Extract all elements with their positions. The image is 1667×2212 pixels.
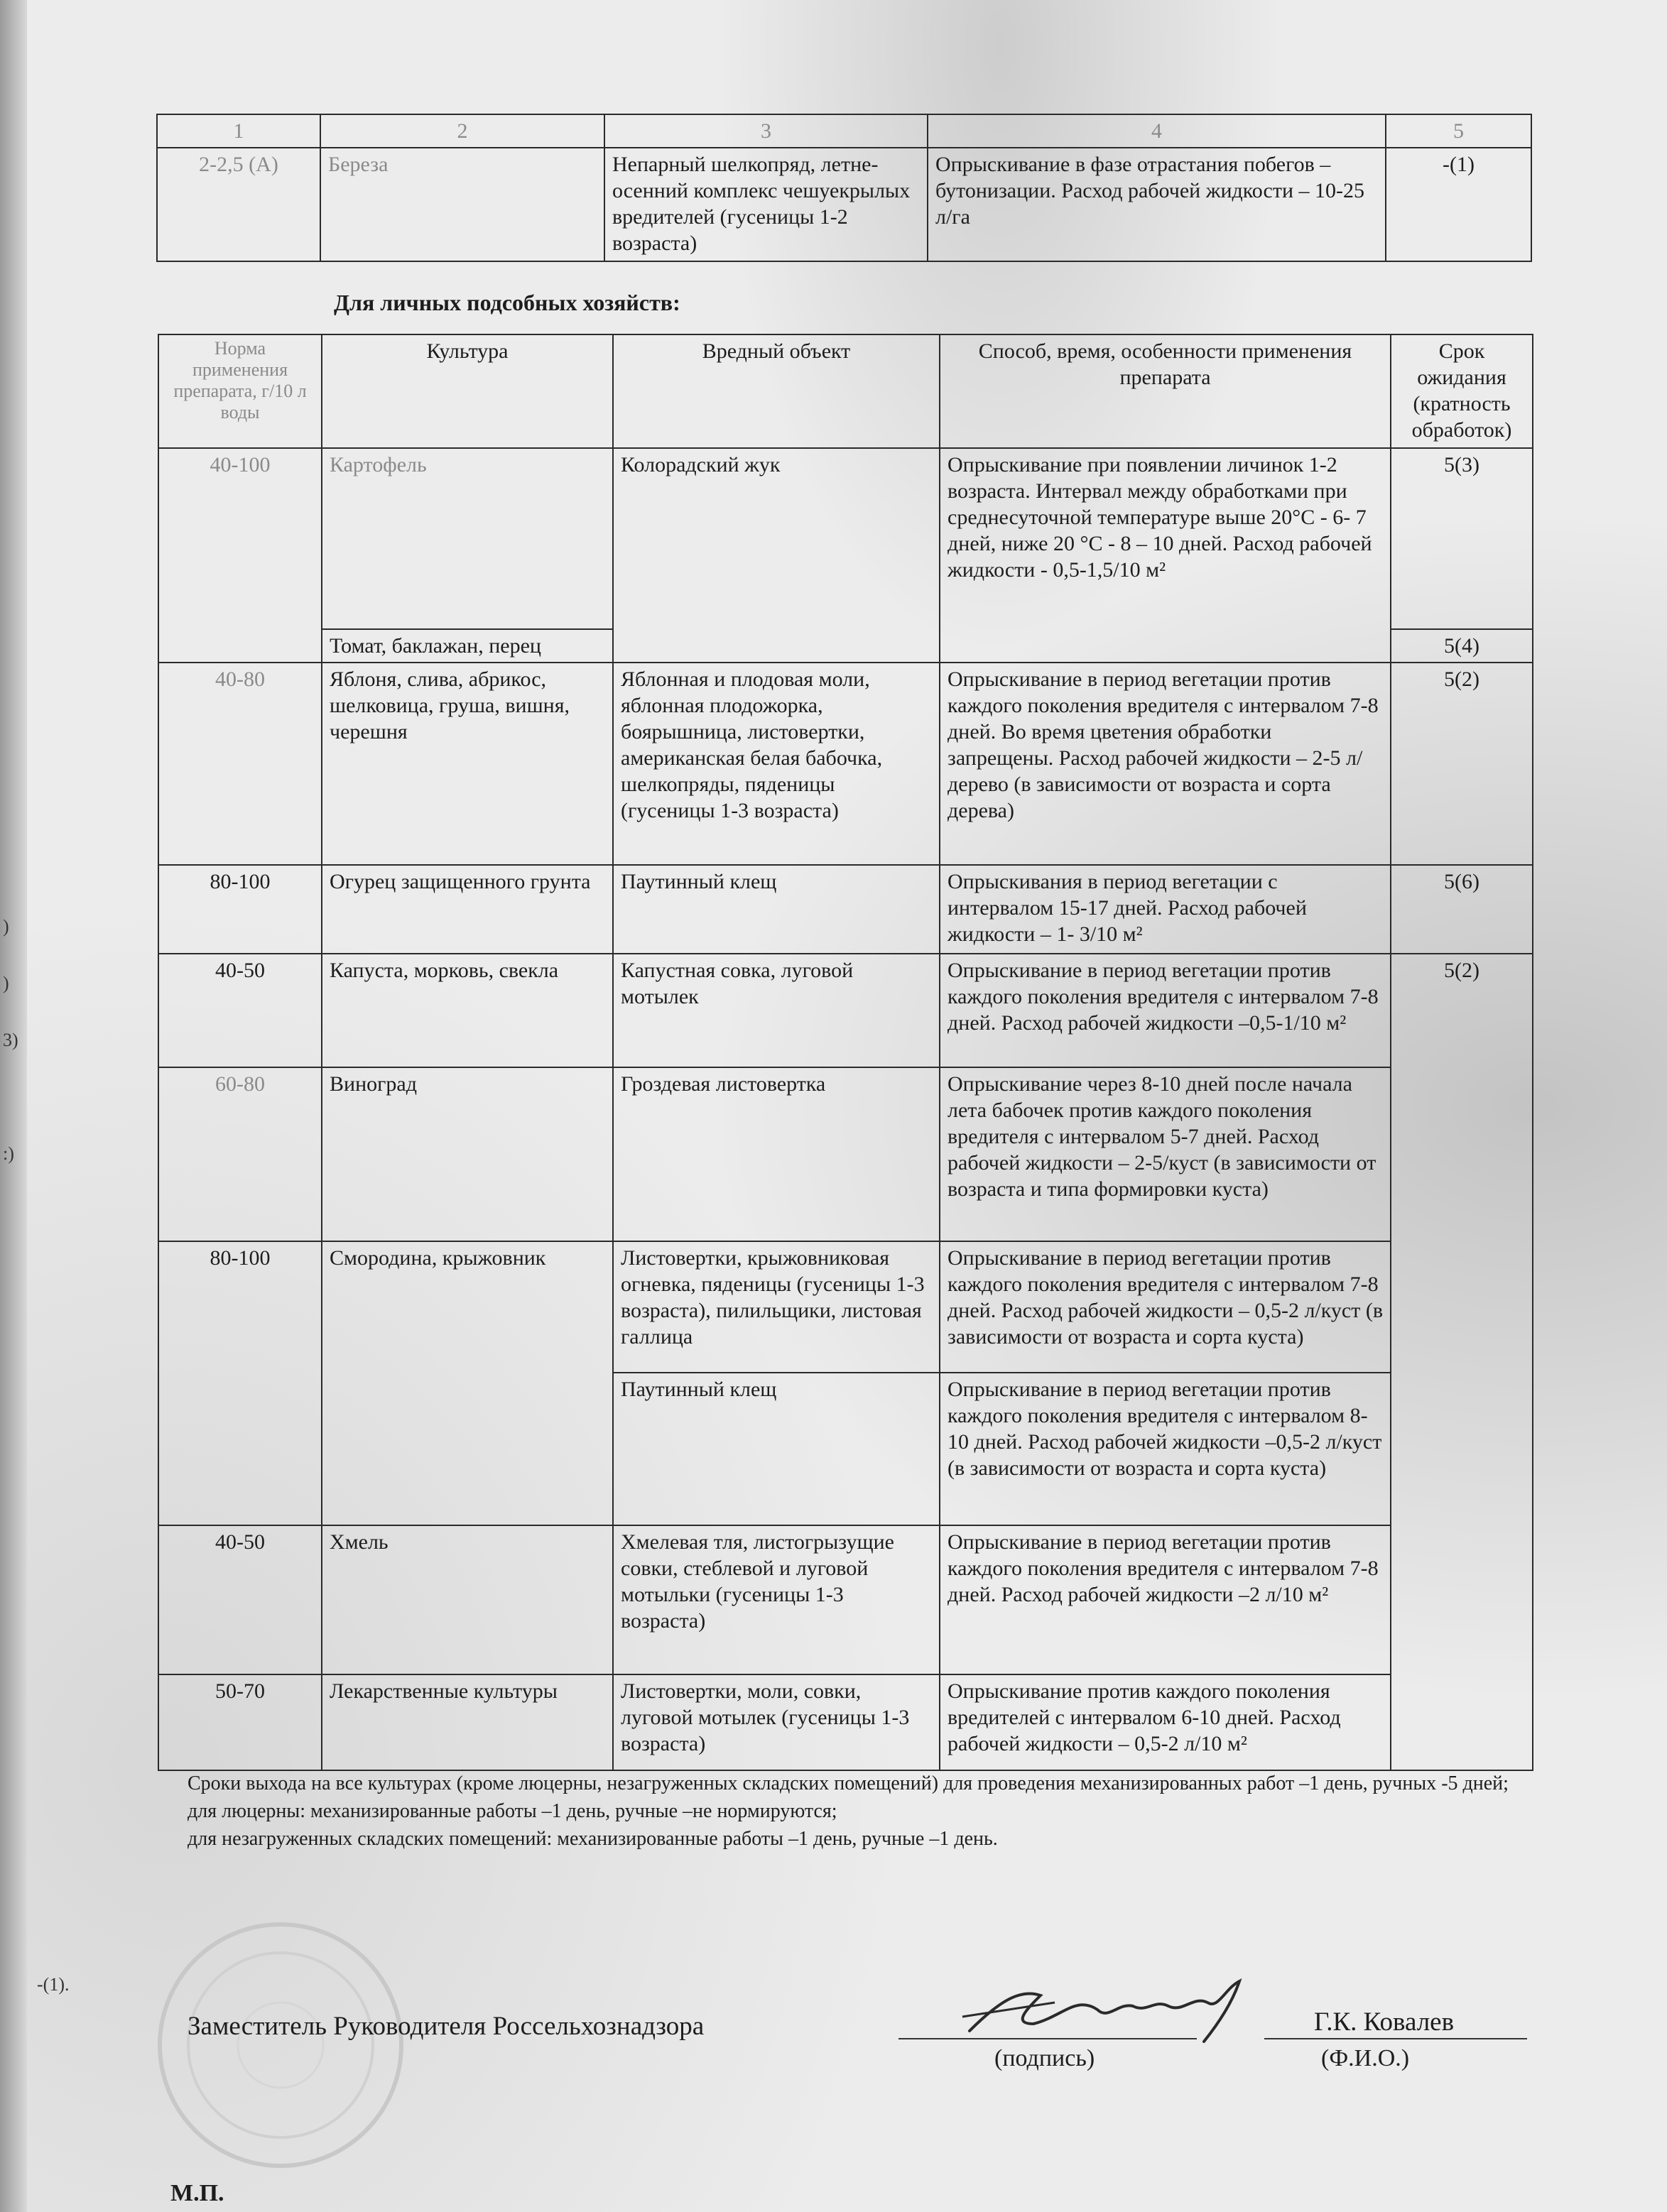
crop-cell: Смородина, крыжовник: [322, 1241, 613, 1525]
table-row: [157, 148, 1531, 261]
section-title: Для личных подсобных хозяйств:: [334, 290, 680, 315]
table-row: [158, 1067, 1533, 1241]
margin-mark: ): [3, 916, 9, 937]
seal-stamp-icon: [146, 1910, 416, 2180]
signer-position: Заместитель Руководителя Россельхознадзора: [188, 2012, 705, 2041]
rate-cell: 60-80: [158, 1067, 322, 1241]
table-row: [158, 954, 1533, 1067]
method-cell: Опрыскивание против каждого поколения вредителей с интервалом 6-10 дней. Расход рабочей жидкости – 0,5-2 л/10 м²: [940, 1674, 1391, 1770]
notes-block: [188, 1770, 1565, 1853]
crop-cell: Виноград: [322, 1067, 613, 1241]
col-number: 2: [320, 114, 604, 148]
pest-cell: Капустная совка, луговой мотылек: [613, 954, 940, 1067]
method-cell: Опрыскивание в период вегетации против каждого поколения вредителя с интервалом 7-8 дней. Во время цветения обработки запрещены. Расход рабочей жидкости – 2-5 л/дерево (в зависимости от возраста и сорта дерева): [940, 663, 1391, 865]
table-row: [158, 1525, 1533, 1674]
term-cell: 5(2): [1391, 663, 1533, 865]
header-pest: Вредный объект: [613, 334, 940, 448]
table-row: [158, 448, 1533, 629]
crop-cell: Огурец защищенного грунта: [322, 865, 613, 954]
main-table: [158, 334, 1533, 1771]
signature-caption: (подпись): [994, 2045, 1095, 2071]
column-number-row: [157, 114, 1531, 148]
top-table: [156, 114, 1532, 262]
pest-cell: Паутинный клещ: [613, 865, 940, 954]
pest-cell: Непарный шелкопряд, летне-осенний комплекс чешуекрылых вредителей (гусеницы 1-2 возраста): [604, 148, 928, 261]
term-cell: 5(4): [1391, 629, 1533, 663]
term-cell: -(1): [1386, 148, 1531, 261]
rate-cell: 40-50: [158, 954, 322, 1067]
note-line: для незагруженных складских помещений: механизированные работы –1 день, ручные –1 день.: [188, 1828, 998, 1850]
rate-cell: 80-100: [158, 865, 322, 954]
pest-cell: Яблонная и плодовая моли, яблонная плодожорка, боярышница, листовертки, американская белая бабочка, шелкопряды, пяденицы (гусеницы 1-3 возраста): [613, 663, 940, 865]
pest-cell: Листовертки, крыжовниковая огневка, пяденицы (гусеницы 1-3 возраста), пилильщики, листовая галлица: [613, 1241, 940, 1373]
note-line: Сроки выхода на все культурах (кроме люцерны, незагруженных складских помещений) для проведения механизированных работ –1 день, ручных -5 дней;: [188, 1772, 1509, 1794]
term-cell: 5(2): [1391, 954, 1533, 1770]
table-row: [158, 1674, 1533, 1770]
header-term: Срок ожидания (кратность обработок): [1391, 334, 1533, 448]
signature-line: [898, 2038, 1197, 2039]
note-line: для люцерны: механизированные работы –1 день, ручные –не нормируются;: [188, 1800, 837, 1822]
rate-cell: 50-70: [158, 1674, 322, 1770]
handwritten-signature-icon: [955, 1974, 1282, 2052]
margin-mark: 3): [3, 1030, 18, 1050]
seal-label: М.П.: [170, 2180, 224, 2206]
rate-cell: 80-100: [158, 1241, 322, 1525]
name-caption: (Ф.И.О.): [1321, 2045, 1410, 2071]
header-row: [158, 334, 1533, 448]
margin-mark: ): [3, 973, 9, 993]
pest-cell: Паутинный клещ: [613, 1373, 940, 1525]
table-row: [158, 865, 1533, 954]
method-cell: Опрыскивание через 8-10 дней после начала лета бабочек против каждого поколения вредителя с интервалом 5-7 дней. Расход рабочей жидкости – 2-5/куст (в зависимости от возраста и типа формировки куста): [940, 1067, 1391, 1241]
pest-cell: Хмелевая тля, листогрызущие совки, стеблевой и луговой мотыльки (гусеницы 1-3 возраста): [613, 1525, 940, 1674]
method-cell: Опрыскивание в период вегетации против каждого поколения вредителя с интервалом 7-8 дней. Расход рабочей жидкости –2 л/10 м²: [940, 1525, 1391, 1674]
crop-cell: Лекарственные культуры: [322, 1674, 613, 1770]
header-rate: Норма применения препарата, г/10 л воды: [158, 334, 322, 448]
crop-cell: Картофель: [322, 448, 613, 629]
pest-cell: Колорадский жук: [613, 448, 940, 663]
crop-cell: Томат, баклажан, перец: [322, 629, 613, 663]
term-cell: 5(3): [1391, 448, 1533, 629]
name-line: [1264, 2038, 1527, 2039]
term-cell: 5(6): [1391, 865, 1533, 954]
method-cell: Опрыскивание в период вегетации против каждого поколения вредителя с интервалом 7-8 дней. Расход рабочей жидкости – 0,5-2 л/куст (в зависимости от возраста и сорта куста): [940, 1241, 1391, 1373]
method-cell: Опрыскивания в период вегетации с интервалом 15-17 дней. Расход рабочей жидкости – 1- 3/10 м²: [940, 865, 1391, 954]
margin-mark: -(1).: [37, 1974, 70, 1995]
crop-cell: Хмель: [322, 1525, 613, 1674]
method-cell: Опрыскивание в фазе отрастания побегов – бутонизации. Расход рабочей жидкости – 10-25 л/га: [928, 148, 1386, 261]
table-row: [158, 1241, 1533, 1373]
crop-cell: Яблоня, слива, абрикос, шелковица, груша, вишня, черешня: [322, 663, 613, 865]
rate-cell: 40-80: [158, 663, 322, 865]
pest-cell: Листовертки, моли, совки, луговой мотылек (гусеницы 1-3 возраста): [613, 1674, 940, 1770]
col-number: 3: [604, 114, 928, 148]
method-cell: Опрыскивание в период вегетации против каждого поколения вредителя с интервалом 8-10 дней. Расход рабочей жидкости –0,5-2 л/куст (в зависимости от возраста и сорта куста): [940, 1373, 1391, 1525]
header-method: Способ, время, особенности применения препарата: [940, 334, 1391, 448]
signer-name: Г.К. Ковалев: [1314, 2007, 1455, 2037]
table-row: [158, 663, 1533, 865]
method-cell: Опрыскивание в период вегетации против каждого поколения вредителя с интервалом 7-8 дней. Расход рабочей жидкости –0,5-1/10 м²: [940, 954, 1391, 1067]
rate-cell: 40-50: [158, 1525, 322, 1674]
rate-cell: 40-100: [158, 448, 322, 663]
crop-cell: Капуста, морковь, свекла: [322, 954, 613, 1067]
header-crop: Культура: [322, 334, 613, 448]
method-cell: Опрыскивание при появлении личинок 1-2 возраста. Интервал между обработками при среднесуточной температуре выше 20°С - 6- 7 дней, ниже 20 °С - 8 – 10 дней. Расход рабочей жидкости - 0,5-1,5/10 м²: [940, 448, 1391, 663]
col-number: 5: [1386, 114, 1531, 148]
margin-mark: :): [3, 1143, 14, 1164]
col-number: 1: [157, 114, 320, 148]
pest-cell: Гроздевая листовертка: [613, 1067, 940, 1241]
crop-cell: Береза: [320, 148, 604, 261]
rate-cell: 2-2,5 (А): [157, 148, 320, 261]
previous-page-edge: [0, 0, 27, 2212]
col-number: 4: [928, 114, 1386, 148]
